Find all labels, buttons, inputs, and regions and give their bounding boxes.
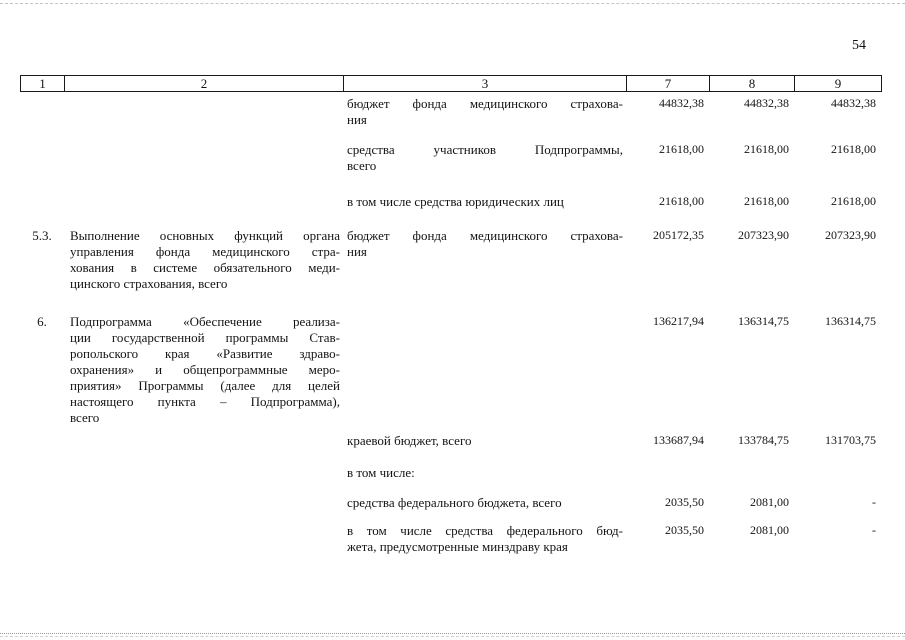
funding-source: в том числе: bbox=[347, 465, 415, 480]
value-col-7: 44832,38 bbox=[659, 96, 704, 110]
header-col-3: 3 bbox=[344, 76, 627, 91]
funding-source: краевой бюджет, всего bbox=[347, 433, 472, 448]
scan-edge-top bbox=[0, 3, 905, 4]
page-number: 54 bbox=[852, 38, 866, 53]
value-col-9: 131703,75 bbox=[825, 433, 876, 447]
funding-source: средства участников Подпрограммы, всего bbox=[347, 142, 623, 173]
value-col-9: 136314,75 bbox=[825, 314, 876, 328]
value-col-8: 2081,00 bbox=[750, 523, 789, 537]
value-col-9: - bbox=[872, 523, 876, 537]
value-col-8: 133784,75 bbox=[738, 433, 789, 447]
item-name: Выполнение основных функций органа управления фонда медицинского стра- хования в системе обязательного меди- цинского страхования, всего bbox=[70, 228, 340, 291]
value-col-7: 133687,94 bbox=[653, 433, 704, 447]
value-col-9: 21618,00 bbox=[831, 194, 876, 208]
value-col-8: 44832,38 bbox=[744, 96, 789, 110]
funding-source: бюджет фонда медицинского страхова- ния bbox=[347, 96, 623, 127]
funding-source: в том числе средства юридических лиц bbox=[347, 194, 564, 209]
row-number: 6. bbox=[37, 314, 47, 329]
row-number: 5.3. bbox=[32, 228, 52, 243]
header-col-8: 8 bbox=[710, 76, 795, 91]
value-col-9: - bbox=[872, 495, 876, 509]
value-col-9: 21618,00 bbox=[831, 142, 876, 156]
value-col-7: 205172,35 bbox=[653, 228, 704, 242]
value-col-8: 136314,75 bbox=[738, 314, 789, 328]
scan-edge-bottom-2 bbox=[0, 636, 905, 637]
table-header bbox=[20, 75, 882, 92]
header-col-7: 7 bbox=[627, 76, 710, 91]
scan-edge-bottom bbox=[0, 633, 905, 634]
header-col-2: 2 bbox=[65, 76, 344, 91]
value-col-7: 2035,50 bbox=[665, 495, 704, 509]
header-col-1: 1 bbox=[21, 76, 65, 91]
funding-source: средства федерального бюджета, всего bbox=[347, 495, 562, 510]
funding-source: в том числе средства федерального бюд- жета, предусмотренные минздраву края bbox=[347, 523, 623, 554]
item-name: Подпрограмма «Обеспечение реализа- ции государственной программы Став- ропольского края «Развитие здраво- охранения» и общепрограммные меро- приятия» Программы (далее для целей настоящего пункта – Подпрограмма), всего bbox=[70, 314, 340, 425]
value-col-7: 2035,50 bbox=[665, 523, 704, 537]
value-col-7: 21618,00 bbox=[659, 142, 704, 156]
value-col-8: 21618,00 bbox=[744, 142, 789, 156]
funding-source: бюджет фонда медицинского страхова- ния bbox=[347, 228, 623, 259]
value-col-9: 44832,38 bbox=[831, 96, 876, 110]
value-col-7: 21618,00 bbox=[659, 194, 704, 208]
value-col-8: 2081,00 bbox=[750, 495, 789, 509]
value-col-7: 136217,94 bbox=[653, 314, 704, 328]
value-col-8: 207323,90 bbox=[738, 228, 789, 242]
header-col-9: 9 bbox=[834, 76, 842, 91]
value-col-9: 207323,90 bbox=[825, 228, 876, 242]
value-col-8: 21618,00 bbox=[744, 194, 789, 208]
